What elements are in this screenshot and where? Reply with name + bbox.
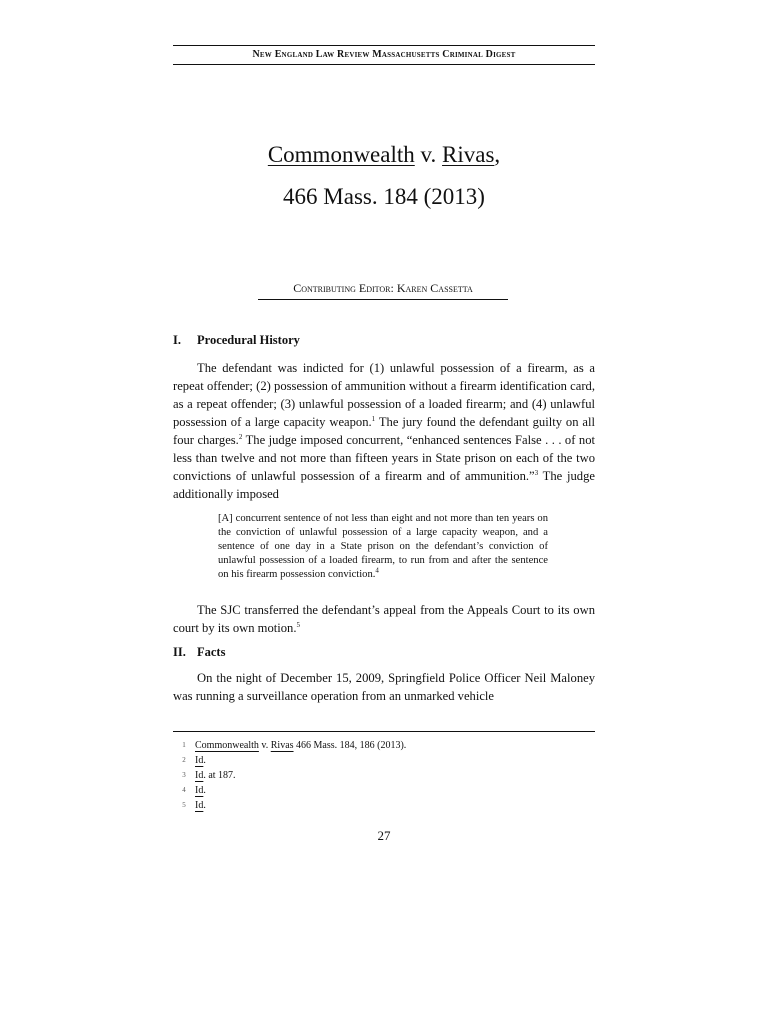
footnote	[173, 738, 595, 753]
footnote-case-name: Commonwealth	[195, 740, 259, 751]
footnote-text	[195, 798, 595, 813]
footnote-divider	[173, 731, 595, 732]
footnote	[173, 783, 595, 798]
footnote-mark: 4	[182, 786, 186, 794]
section-number: II.	[173, 645, 186, 659]
footnote-id: Id	[195, 755, 204, 766]
footnote-text	[195, 753, 595, 768]
footnote-cite: 466 Mass. 184, 186 (2013).	[293, 740, 407, 751]
contributing-editor: Contributing Editor: Karen Cassetta	[258, 279, 508, 300]
footnote-cite: .	[203, 785, 206, 796]
running-header: New England Law Review Massachusetts Criminal Digest	[173, 45, 595, 65]
section-title: Procedural History	[197, 333, 300, 347]
paragraph-procedural-history	[173, 359, 595, 503]
case-comma: ,	[494, 142, 501, 167]
paragraph-text: The jury found the defendant guilty on all four charges.	[173, 415, 595, 447]
footnote-versus: v.	[258, 740, 271, 751]
footnote-cite: .	[203, 800, 206, 811]
footnote-id: Id	[195, 785, 204, 796]
footnotes	[173, 738, 595, 813]
footnote-mark: 1	[182, 741, 186, 749]
footnote-ref-3[interactable]: 3	[534, 468, 539, 477]
paragraph-transfer	[173, 601, 595, 637]
case-title	[173, 138, 595, 172]
paragraph-text: The judge additionally imposed	[173, 469, 595, 501]
footnote-ref-1[interactable]: 1	[371, 414, 376, 423]
paragraph-text: The SJC transferred the defendant’s appeal from the Appeals Court to its own court by its own motion.	[173, 603, 595, 635]
case-party-2: Rivas	[442, 142, 495, 167]
footnote-text	[195, 768, 595, 783]
footnote-case-name: Rivas	[270, 740, 294, 751]
paragraph-facts: On the night of December 15, 2009, Springfield Police Officer Neil Maloney was running a surveillance operation from an unmarked vehicle	[173, 671, 595, 703]
footnote	[173, 753, 595, 768]
footnote-ref-5[interactable]: 5	[296, 620, 300, 629]
footnote-cite: . at 187.	[203, 770, 236, 781]
footnote-id: Id	[195, 770, 204, 781]
footnote-mark: 5	[182, 801, 186, 809]
footnote	[173, 798, 595, 813]
footnote-id: Id	[195, 800, 204, 811]
footnote-ref-2[interactable]: 2	[238, 432, 243, 441]
quote-text: [A] concurrent sentence of not less than eight and not more than ten years on the conviction of unlawful possession of a large capacity weapon, and a sentence of one day in a State prison on the defendant’s conviction of unlawful possession of a loaded firearm, to run from and after the sentence on his firearm possession conviction.	[218, 513, 548, 580]
section-heading-procedural-history	[173, 331, 300, 349]
block-quote	[218, 512, 548, 582]
section-heading-facts	[173, 643, 225, 661]
paragraph-text: The defendant was indicted for (1) unlawful possession of a firearm, as a repeat offender; (2) possession of ammunition without a firearm identification card, as a repeat offender; (3) unlawful possession of a loaded firearm; and (4) unlawful possession of a large capacity weapon.	[173, 361, 595, 429]
footnote-mark: 2	[182, 756, 186, 764]
case-party-1: Commonwealth	[267, 142, 415, 167]
case-citation: 466 Mass. 184 (2013)	[283, 184, 485, 209]
page-number: 27	[377, 828, 391, 843]
section-title: Facts	[197, 645, 226, 659]
paragraph-text: The judge imposed concurrent, “enhanced sentences False . . . of not less than twelve and not more than fifteen years in State prison on each of the two convictions of unlawful possession of a firearm and of ammunition.”	[173, 433, 595, 483]
footnote-text	[195, 738, 595, 753]
footnote	[173, 768, 595, 783]
case-versus: v.	[414, 142, 443, 167]
section-number: I.	[173, 333, 181, 347]
footnote-ref-4[interactable]: 4	[375, 566, 379, 575]
footnote-mark: 3	[182, 771, 186, 779]
footnote-cite: .	[203, 755, 206, 766]
footnote-text	[195, 783, 595, 798]
